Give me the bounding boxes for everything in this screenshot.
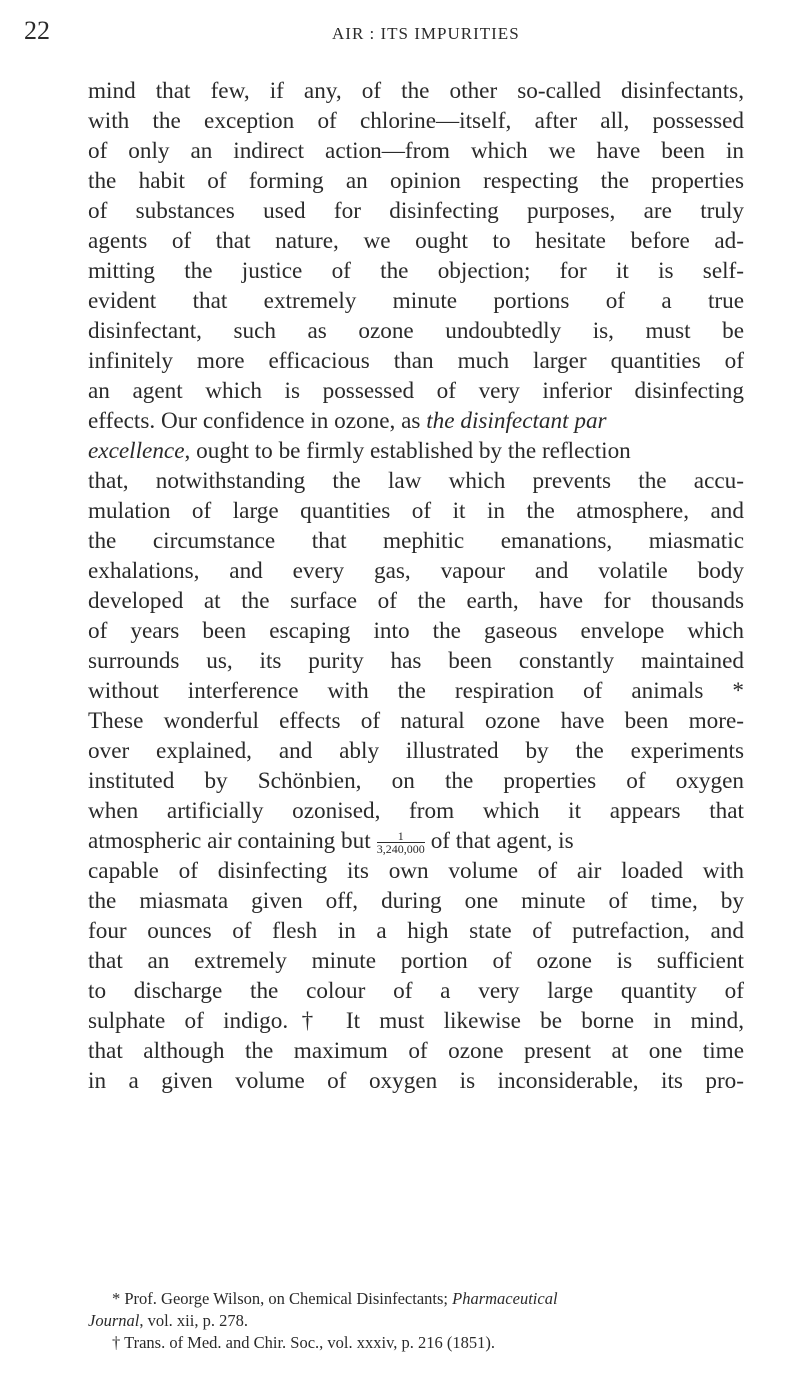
text-line: developed at the surface of the earth, have for thousands <box>88 588 744 614</box>
text-line: infinitely more efficacious than much larger quantities of <box>88 348 744 374</box>
text-line: that, notwithstanding the law which prevents the accu- <box>88 468 744 494</box>
italic-phrase: the disinfectant par <box>426 408 607 434</box>
text-line: of years been escaping into the gaseous envelope which <box>88 618 744 644</box>
text-line: with the exception of chlorine—itself, after all, possessed <box>88 108 744 134</box>
text-line: of substances used for disinfecting purposes, are truly <box>88 198 744 224</box>
footnote-text: * Prof. George Wilson, on Chemical Disinfectants; <box>112 1289 453 1308</box>
text-line: an agent which is possessed of very inferior disinfecting <box>88 378 744 404</box>
footnote-journal: Pharmaceutical <box>452 1289 558 1308</box>
footnote-1 <box>88 1288 748 1310</box>
footnotes <box>88 1288 748 1354</box>
footnote-text: , vol. xii, p. 278. <box>139 1311 248 1330</box>
text-line: over explained, and ably illustrated by the experiments <box>88 738 744 764</box>
text-line: capable of disinfecting its own volume of air loaded with <box>88 858 744 884</box>
text-line: to discharge the colour of a very large quantity of <box>88 978 744 1004</box>
page-number: 22 <box>24 16 50 45</box>
text-line: mitting the justice of the objection; for it is self- <box>88 258 744 284</box>
italic-phrase: excellence <box>88 438 185 464</box>
text-line: that although the maximum of ozone present at one time <box>88 1038 744 1064</box>
text-line: evident that extremely minute portions of a true <box>88 288 744 314</box>
text-line-italic <box>88 436 744 466</box>
text-segment: atmospheric air containing but <box>88 828 371 854</box>
footnote-journal: Journal <box>88 1311 140 1330</box>
text-segment: effects. Our confidence in ozone, as <box>88 408 427 434</box>
text-line: in a given volume of oxygen is inconsiderable, its pro- <box>88 1068 744 1094</box>
running-head: AIR : ITS IMPURITIES <box>332 24 520 43</box>
text-line: four ounces of flesh in a high state of putrefaction, and <box>88 918 744 944</box>
text-segment: , ought to be firmly established by the reflection <box>184 438 631 464</box>
footnote-1-cont <box>88 1310 748 1332</box>
body-text <box>88 76 744 1096</box>
text-line: agents of that nature, we ought to hesitate before ad- <box>88 228 744 254</box>
text-line: the miasmata given off, during one minute of time, by <box>88 888 744 914</box>
text-line: surrounds us, its purity has been constantly maintained <box>88 648 744 674</box>
text-line: the habit of forming an opinion respecting the properties <box>88 168 744 194</box>
text-line: that an extremely minute portion of ozone is sufficient <box>88 948 744 974</box>
fraction-numerator: 1 <box>377 830 425 843</box>
text-line: instituted by Schönbien, on the properties of oxygen <box>88 768 744 794</box>
fraction <box>377 830 425 855</box>
text-line: mulation of large quantities of it in the atmosphere, and <box>88 498 744 524</box>
text-line-fraction <box>88 826 744 856</box>
text-line-italic <box>88 406 744 436</box>
text-line: without interference with the respiration of animals * <box>88 678 744 704</box>
text-line: These wonderful effects of natural ozone have been more- <box>88 708 744 734</box>
footnote-2: † Trans. of Med. and Chir. Soc., vol. xxxiv, p. 216 (1851). <box>112 1333 496 1352</box>
text-segment: of that agent, is <box>430 828 574 854</box>
fraction-denominator: 3,240,000 <box>376 842 425 857</box>
text-line: mind that few, if any, of the other so-called disinfectants, <box>88 78 744 104</box>
text-line: when artificially ozonised, from which it appears that <box>88 798 744 824</box>
text-line: exhalations, and every gas, vapour and volatile body <box>88 558 744 584</box>
text-line: sulphate of indigo.† It must likewise be borne in mind, <box>88 1008 744 1034</box>
text-line: of only an indirect action—from which we have been in <box>88 138 744 164</box>
text-line: disinfectant, such as ozone undoubtedly is, must be <box>88 318 744 344</box>
text-line: the circumstance that mephitic emanations, miasmatic <box>88 528 744 554</box>
